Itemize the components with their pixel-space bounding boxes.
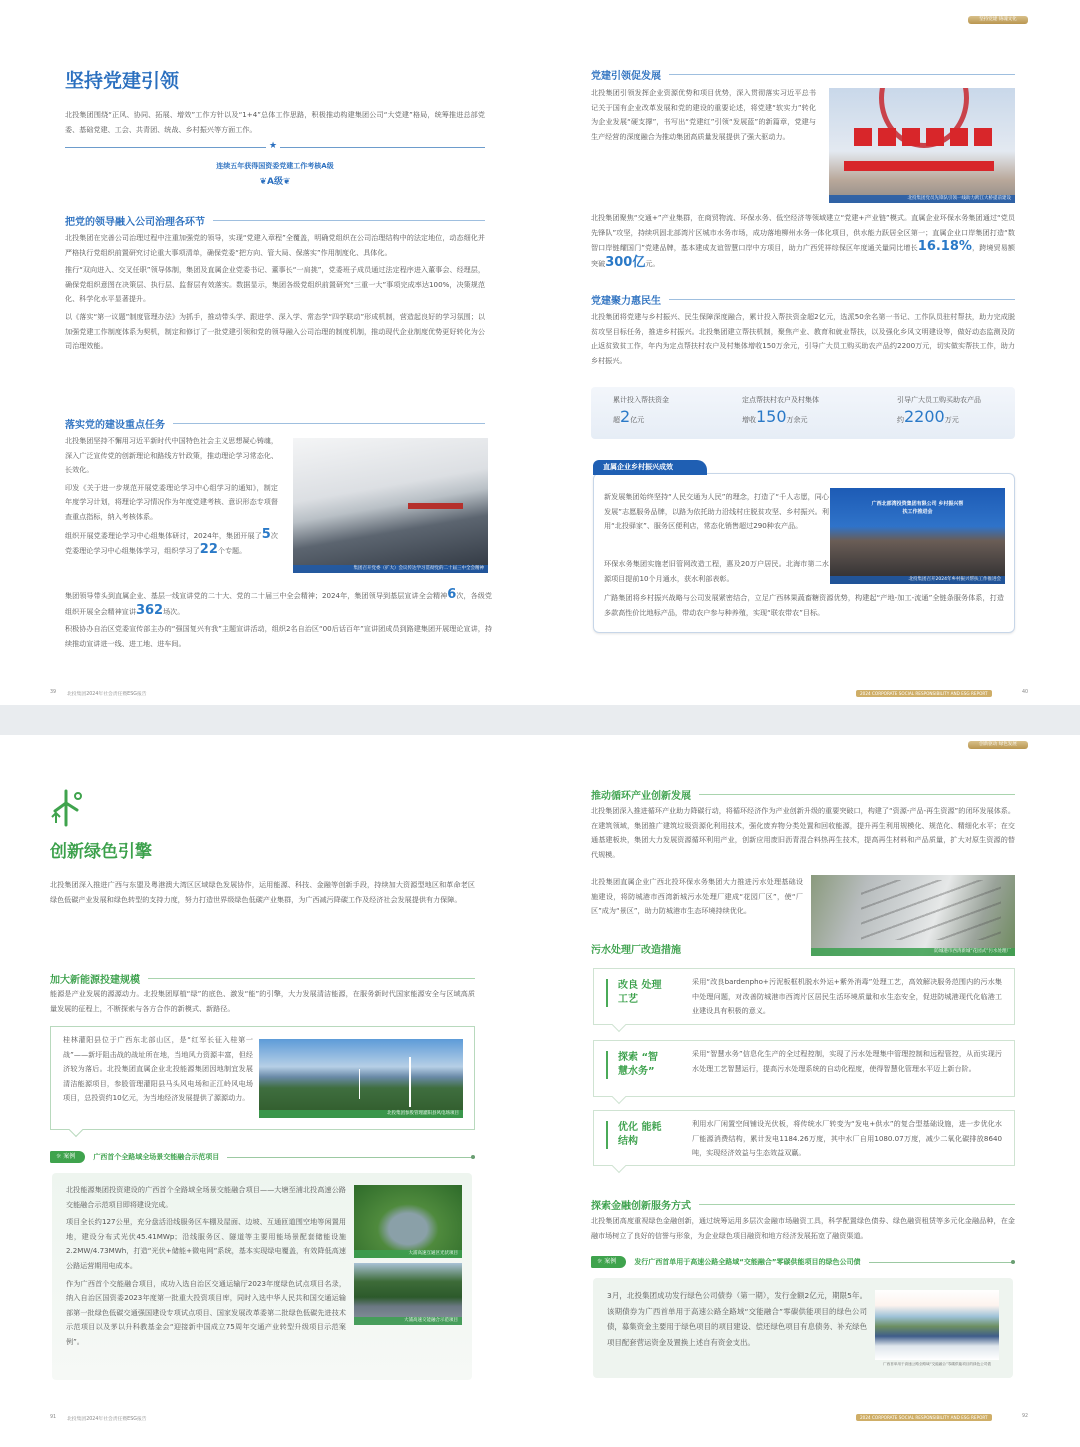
meeting-photo bbox=[293, 438, 488, 573]
conference-photo bbox=[830, 488, 1005, 584]
page-39 bbox=[0, 0, 540, 705]
footer-title: 北投集团2024年社会责任暨ESG报告 bbox=[67, 1417, 147, 1422]
paragraph: 北投集团引领发挥企业资源优势和项目优势，深入贯彻落实习近平总书记关于国有企业改革发展和党的建设的重要论述，将党建“软实力”转化为企业发展“硬支撑”，书写出“党建红”引领“发展蓝”的新篇章，党建与生产经营的深度融合为推动集团高质量发展提供了强大驱动力。 bbox=[591, 88, 816, 141]
section-heading: 加大新能源投建规模 bbox=[50, 971, 475, 986]
crowd-banner bbox=[844, 161, 994, 171]
text: 北投集团聚焦“交通+”产业集群，在商贸物流、环保水务、低空经济等领域建立“党建+产业链”模式。直属企业环保水务集团通过“党员先锋队”攻坚，持续巩固北部湾片区城市水务市场，成功落地柳州水务一体化项目，供水能力跃居全区第一；直属企业口岸集团打造“数智口岸链耀国门”党建品牌，基本建成友谊智慧口岸中方项目，助力广西凭祥综保区年度通关量同比增长 bbox=[591, 213, 1015, 253]
highlight-number: 5 bbox=[261, 526, 271, 542]
section-heading: 把党的领导融入公司治理各环节 bbox=[65, 213, 485, 228]
case-header bbox=[591, 1256, 1015, 1268]
measure-title: 探索 “智慧水务” bbox=[606, 1051, 666, 1079]
bond-poster-image bbox=[875, 1290, 999, 1360]
paragraph: 北投集团在完善公司治理过程中注重加强党的领导，实现“党建入章程”全覆盖，明确党组织在公司治理结构中的法定地位，动态细化并严格执行党组织前置研究讨论重大事项清单，确保党委“把方向、管大局、保落实”作用制度化、具体化。 bbox=[65, 233, 485, 257]
page-40 bbox=[540, 0, 1080, 705]
paragraph: 3月，北投集团成功发行绿色公司债券（第一期），发行金额2亿元，期限5年。该期债券为广西首单用于高速公路全路域“交能融合”零碳供能项目的绿色公司债，募集资金主要用于绿色项目的项目建设、偿还绿色项目有息债务、补充绿色项目配套营运资金及置换上述自有资金支出。 bbox=[607, 1291, 867, 1347]
section-body bbox=[65, 434, 278, 559]
case-box bbox=[52, 1173, 472, 1380]
case-line bbox=[227, 1157, 475, 1158]
section-heading: 党建聚力惠民生 bbox=[591, 292, 1015, 307]
page-number: 92 bbox=[1022, 1414, 1029, 1419]
grade-label: A级 bbox=[267, 177, 283, 187]
photo-caption: 防城港市西湾新城“花园式”污水处理厂 bbox=[811, 948, 1015, 956]
section-heading: 落实党的建设重点任务 bbox=[65, 416, 485, 431]
section-heading: 党建引领促发展 bbox=[591, 67, 1015, 82]
wind-turbine-icon bbox=[50, 787, 84, 827]
box-pointer bbox=[69, 1123, 83, 1137]
page-title: 坚持党建引领 bbox=[65, 70, 180, 92]
tunnel-highway-photo bbox=[354, 1263, 462, 1325]
section-heading: 推动循环产业创新发展 bbox=[591, 787, 1015, 802]
photo-caption: 大浦高速交能融合示范项目 bbox=[354, 1317, 462, 1325]
paragraph: 北投集团高度重视绿色金融创新，通过统筹运用多层次金融市场融资工具，科学配置绿色债券、绿色融资租赁等多元化金融品种，在金融市场树立了良好的信誉与形象，为企业绿色项目融资和地方经济发展拓宽了融资渠道。 bbox=[591, 1216, 1015, 1240]
case-badge bbox=[591, 1256, 626, 1268]
paragraph: 新发展集团始终坚持“人民交通为人民”的理念，打造了“千人志愿，同心发展”志愿服务品牌，以路为依托助力沿线村庄脱贫攻坚、乡村振兴。利用“北投驿家”、服务区便利店，常态化销售超过290种农产品。 bbox=[604, 492, 829, 531]
screen-text: 广西北部湾投资集团有限公司 乡村振兴帮扶工作推进会 bbox=[871, 501, 964, 515]
paragraph: 广路集团将乡村振兴战略与公司发展紧密结合，立足广西林果蔬畜糖资源优势，构建起“产地-加工-流通”全链条服务体系，打造多款高性价比地标产品，带动农户参与种养殖，实现“联农带农”目标。 bbox=[604, 593, 1004, 617]
box-title-tab: 直属企业乡村振兴成效 bbox=[593, 460, 707, 475]
measure-card bbox=[593, 1110, 1015, 1166]
footer-title: 北投集团2024年社会责任暨ESG报告 bbox=[67, 692, 147, 697]
paragraph: 环保水务集团实施老旧管网改造工程，惠及20万户居民。北海市第二水源项目提前10个月通水，获水利部表彰。 bbox=[604, 559, 829, 583]
interchange-photo bbox=[354, 1185, 462, 1258]
measure-text: 采用“改良bardenpho+污泥板框机脱水外运+紫外消毒”处理工艺，高效解决服务范围内的污水集中处理问题，对改善防城港市西湾片区居民生活环境质量和水生态安全，促进防城港现代化临港工业建设具有积极的意义。 bbox=[692, 977, 1002, 1016]
turbine bbox=[359, 1069, 360, 1099]
photo-caption: 广西首单用于高速公路全路域“交能融合”零碳供能项目的绿色公司债 bbox=[883, 1362, 991, 1366]
stat-prefix: 约 bbox=[897, 416, 904, 424]
paragraph: 桂林灌阳县位于广西东北部山区，是“红军长征入桂第一战”——新圩阻击战的战址所在地，当地风力资源丰富，但经济较为落后。北投集团直属企业北投能源集团因地制宜发展清洁能源项目，参股管理灌阳县马头风电场和正江岭风电场项目，总投资约10亿元，为当地经济发展提供了源源动力。 bbox=[63, 1035, 253, 1103]
footer-english: 2024 CORPORATE SOCIAL RESPONSIBILITY AND ESG REPORT bbox=[856, 1414, 992, 1421]
highlight-number: 16.18% bbox=[917, 239, 972, 255]
laurel-right-icon: ❦ bbox=[282, 177, 291, 187]
photo-caption: 北投集团参股管理灌阳县风电场项目 bbox=[259, 1110, 463, 1118]
stats-panel bbox=[591, 387, 1015, 439]
paragraph: 推行“双向进入、交叉任职”领导体制，集团及直属企业党委书记、董事长“一肩挑”，党委班子成员通过法定程序进入董事会、经理层，确保党组织意图在决策层、执行层、监督层有效落实。数据显示，集团各级党组织前置研究“三重一大”事项完成率达100%，决策规范化、科学化水平显著提升。 bbox=[65, 265, 485, 304]
card-pointer bbox=[612, 1018, 626, 1032]
page-number: 40 bbox=[1022, 690, 1029, 695]
case-line bbox=[869, 1262, 1015, 1263]
section-tag: 创新驱动 绿色发展 bbox=[968, 741, 1028, 749]
banner bbox=[408, 503, 463, 509]
intro-text: 北投集团围绕“正风、协同、拓展、增效”工作方针以及“1+4”总体工作思路，积极推动构建集团公司“大党建”格局，统筹推进总部党委、基础党建、工会、共青团、统战、乡村振兴等方面工作。 bbox=[65, 110, 485, 134]
stat-item bbox=[613, 395, 669, 426]
case-body bbox=[66, 1183, 346, 1350]
highlight-number: 6 bbox=[447, 587, 457, 602]
flags bbox=[854, 128, 994, 146]
measure-text: 采用“智慧水务”信息化生产的全过程控制，实现了污水处理集中管理控制和远程管控，从而实现污水处理工艺智慧运行，提高污水处理系统的自动化程度，使得智慧化管理水平迈上新台阶。 bbox=[692, 1049, 1002, 1073]
photo-caption: 北投集团党员先锋队引领一线助力跨江大桥提前建设 bbox=[829, 195, 1015, 203]
paragraph: 印发《关于进一步规范开展党委理论学习中心组学习的通知》，制定年度学习计划，将理论学习情况作为年度党建考核、意识形态专项督查重点指标，纳入考核体系。 bbox=[65, 482, 278, 521]
card-pointer bbox=[612, 1159, 626, 1173]
paragraph: 以《落实“第一议题”制度管理办法》为抓手，推动带头学、跟进学、深入学、常态学“四学联动”形成机制，营造起良好的学习氛围；以加强党建工作制度体系为契机，制定和修订了一批党建引领和党的领导融入公司治理的制度机制，推动现代企业制度优势更好转化为公司治理效能。 bbox=[65, 311, 485, 351]
page-number: 91 bbox=[50, 1415, 57, 1420]
paragraph: 北投能源集团投资建设的广西首个全路域全场景交能融合项目——大塘至浦北投高速公路交能融合示范项目即将建设完成。 bbox=[66, 1185, 346, 1209]
intro-text: 北投集团深入推进广西与东盟及粤港澳大湾区区域绿色发展协作，运用能源、科技、金融等创新手段，持续加大资源型地区和革命老区绿色低碳产业发展和绿色转型的支持力度，努力打造世界级绿色低碳产业集群，为广西减污降碳工作及经济社会发展提供有力保障。 bbox=[50, 880, 475, 904]
text: 组织开展党委理论学习中心组集体研讨，2024年，集团开展了 bbox=[65, 530, 262, 540]
stat-unit: 万余元 bbox=[786, 416, 808, 424]
paragraph bbox=[591, 211, 1015, 271]
stat-value: 2 bbox=[620, 407, 631, 426]
text: 集团领导带头到直属企业、基层一线宣讲党的二十大、党的二十届三中全会精神；2024年，集团领导到基层宣讲全会精神 bbox=[65, 591, 448, 600]
paragraph: 积极协办自治区党委宣传部主办的“强国复兴有我”主题宣讲活动，组织2名自治区“00后话百年”宣讲团成员到路建集团开展理论宣讲，持续推动宣讲进一线、进工地、进车间。 bbox=[65, 624, 492, 648]
turbine bbox=[409, 1057, 411, 1107]
measure-title: 改良 处理工艺 bbox=[606, 979, 666, 1007]
paragraph: 项目全长约127公里，充分盘活沿线服务区车棚及屋面、边坡、互通匝道围空地等闲置用地，建设分布式光伏45.41MWp；沿线服务区、隧道等主要用能场景配套储能设施2.2MW/4.73MWh，打造“光伏+储能+微电网”系统，基本实现绿电覆盖，有效降低高速公路运营期用电成本。 bbox=[66, 1217, 346, 1270]
text: 次党委理论学习中心组集体学习，组织学习了 bbox=[65, 530, 278, 556]
paragraph bbox=[65, 528, 278, 559]
info-box bbox=[593, 473, 1015, 633]
page-92 bbox=[540, 735, 1080, 1447]
wind-farm-photo bbox=[259, 1039, 463, 1118]
highlight-number: 300亿 bbox=[605, 254, 646, 270]
stat-prefix: 超 bbox=[613, 416, 620, 424]
info-box bbox=[50, 1026, 475, 1130]
footer-english: 2024 CORPORATE SOCIAL RESPONSIBILITY AND ESG REPORT bbox=[856, 690, 992, 697]
stat-label: 累计投入帮扶资金 bbox=[613, 396, 669, 404]
card-pointer bbox=[612, 1090, 626, 1104]
stat-label: 引导广大员工购买助农产品 bbox=[897, 396, 981, 404]
text: ，跨境贸易额突破 bbox=[591, 243, 1016, 268]
stat-prefix: 增收 bbox=[742, 416, 756, 424]
stat-value: 150 bbox=[756, 407, 787, 426]
lightbulb-icon: ☼ bbox=[597, 1258, 605, 1265]
page-number: 39 bbox=[50, 690, 57, 695]
paragraph: 北投集团直属企业广西北投环保水务集团大力推进污水处理基础设施建设，将防城港市西湾新城污水处理厂建成“花园厂区”，使“厂区”成为“景区”，助力防城港市生态环境持续优化。 bbox=[591, 877, 803, 916]
highlight-number: 362 bbox=[135, 602, 164, 618]
star-icon: ★ bbox=[266, 141, 280, 151]
paragraph: 作为广西首个交能融合项目，成功入选自治区交通运输厅2023年度绿色试点项目名录，纳入自治区国资委2023年度第一批重大投资项目库，同时入选中华人民共和国交通运输部第一批绿色低碳交通强国建设专项试点项目、国家发展改革委第二批绿色低碳先进技术示范项目以及茅以升科教基金会“迎接新中国成立75周年交通产业转型升级项目示范案例”。 bbox=[66, 1278, 346, 1346]
case-header bbox=[50, 1151, 475, 1163]
section-heading: 探索金融创新服务方式 bbox=[591, 1197, 1015, 1212]
text: 元。 bbox=[645, 258, 660, 268]
paragraph bbox=[65, 588, 492, 619]
stat-item bbox=[897, 395, 981, 426]
stat-label: 定点帮扶村农户及村集体 bbox=[742, 396, 819, 404]
photo-caption: 集团召开党委（扩大）会议传达学习贯彻党的二十届三中全会精神 bbox=[293, 565, 488, 573]
stat-item bbox=[742, 395, 819, 426]
highlight-number: 22 bbox=[199, 542, 218, 558]
bridge-flags-photo bbox=[829, 88, 1015, 203]
photo-caption: 北投集团召开2024年乡村振兴帮扶工作推进会 bbox=[830, 576, 1005, 584]
section-body bbox=[65, 231, 485, 354]
case-title: 发行广西首单用于高速公路全路域“交能融合”零碳供能项目的绿色公司债 bbox=[634, 1258, 861, 1266]
paragraph: 能源是产业发展的源源动力。北投集团厚植“绿”的底色、激发“能”的引擎，大力发展清洁能源，在服务新时代国家能源安全与区域高质量发展的征程上，不断探索与各方合作的新模式、新路径。 bbox=[50, 989, 475, 1013]
section-tag: 坚持党建 铸魂文化 bbox=[968, 16, 1028, 24]
text: 场次。 bbox=[163, 606, 185, 616]
stat-unit: 万元 bbox=[944, 416, 959, 424]
measure-card bbox=[593, 968, 1015, 1025]
photo-caption: 大浦高速互通区光伏项目 bbox=[354, 1250, 462, 1258]
stat-unit: 亿元 bbox=[630, 416, 645, 424]
text: 个专题。 bbox=[217, 546, 247, 556]
badge-text: 连续五年获得国资委党建工作考核A级 bbox=[216, 162, 334, 170]
page-title: 创新绿色引擎 bbox=[50, 842, 152, 862]
paragraph: 北投集团深入推进循环产业助力降碳行动，将循环经济作为产业创新升级的重要突破口，构建了“资源-产品-再生资源”的闭环发展体系。在建筑领域，集团推广建筑垃圾资源化利用技术，强化废弃物分类处置和回收能源，提升再生利用规模化、规范化、精细化水平；在交通基建板块，集团大力发展资源循环利用产业，创新应用废旧沥青混合料热再生技术，提高再生材料和产品质量，扩大对原生资源的替代规模。 bbox=[591, 806, 1015, 859]
text: 次，各级党组织开展全会精神宣讲 bbox=[65, 591, 493, 616]
measure-text: 利用水厂闲置空间铺设光伏板，将传统水厂转变为“发电+供水”的复合型基础设施，进一步优化水厂能源消费结构，累计发电1184.26万度，其中水厂自用1080.07万度，减少二氧化碳排放8640吨，实现经济效益与生态效益双赢。 bbox=[692, 1119, 1002, 1158]
case-badge-label: 案例 bbox=[604, 1258, 617, 1265]
case-badge bbox=[50, 1151, 85, 1163]
laurel-left-icon: ❦ bbox=[259, 177, 268, 187]
page-91 bbox=[0, 735, 540, 1447]
case-badge-label: 案例 bbox=[63, 1153, 76, 1160]
section-heading: 污水处理厂改造措施 bbox=[591, 945, 681, 956]
grade-badge bbox=[250, 174, 300, 187]
measure-card bbox=[593, 1040, 1015, 1097]
case-title: 广西首个全路域全场景交能融合示范项目 bbox=[93, 1153, 220, 1161]
stat-value: 2200 bbox=[904, 407, 945, 426]
paragraph: 北投集团将党建与乡村振兴、民生保障深度融合，累计投入帮扶资金超2亿元，选派50余名第一书记、工作队员驻村帮扶，助力完成脱贫攻坚目标任务，推进乡村振兴。北投集团建立帮扶机制，聚焦产业、教育和就业帮扶，以及强化乡风文明建设等，做好动态监测及防止返贫致贫工作，年内为定点帮扶村农户及村集体增收150万余元，引导广大员工购买助农产品约2200万元，切实做实帮扶工作，助力乡村振兴。 bbox=[591, 312, 1015, 365]
case-box bbox=[593, 1278, 1013, 1378]
sewage-plant-photo bbox=[811, 875, 1015, 956]
section-body bbox=[65, 588, 492, 651]
tank-rows bbox=[861, 880, 1001, 940]
measure-title: 优化 能耗结构 bbox=[606, 1121, 666, 1149]
paragraph: 北投集团坚持不懈用习近平新时代中国特色社会主义思想凝心铸魂，深入广泛宣传党的创新理论和路线方针政策，推动理论学习常态化、长效化。 bbox=[65, 436, 278, 475]
lightbulb-icon: ☼ bbox=[56, 1153, 64, 1160]
